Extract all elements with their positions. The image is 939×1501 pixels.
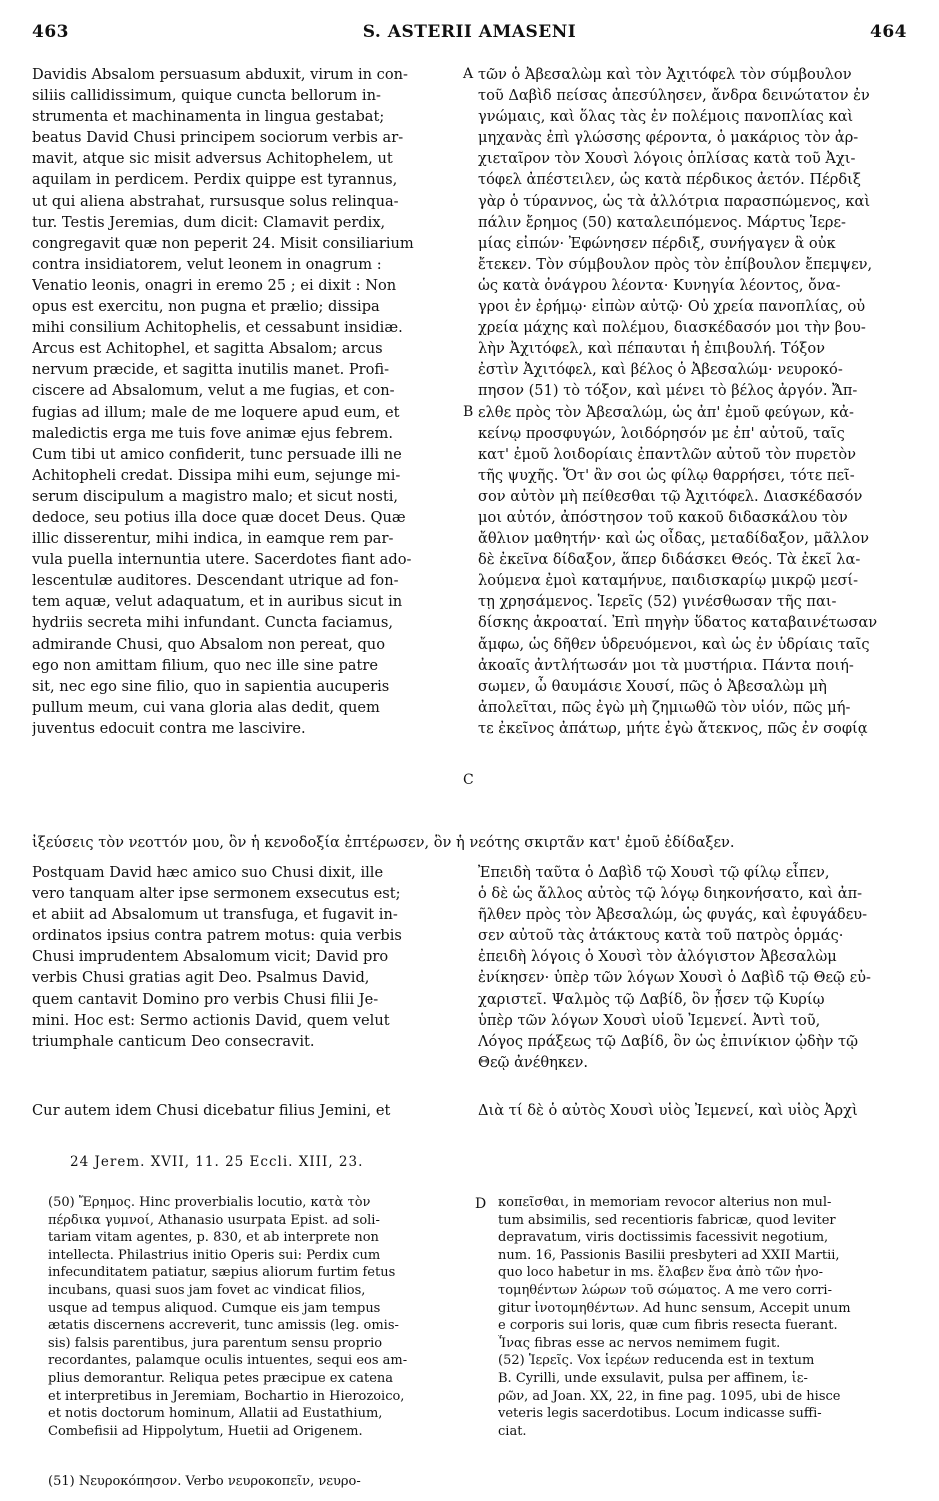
note-line: plius demorantur. Reliqua petes præcipue ex catena	[48, 1370, 394, 1386]
note-line: Combefisii ad Hippolytum, Huetii ad Origenem.	[48, 1423, 363, 1439]
note-line: τομηθέντων λώρων τοῦ σώματος. A me vero corri-	[498, 1282, 832, 1298]
greek-text-line: τῆς ψυχῆς. Ὅτ' ἂν σοι ὡς φίλῳ θαρρήσει, τότε πεῖ-	[478, 466, 855, 484]
latin-text-line: mihi consilium Achitophelis, et cessabunt insidiæ.	[32, 319, 403, 337]
margin-letter-d: D	[475, 1196, 487, 1212]
greek-text-line: ἀπολεῖται, πῶς ἐγὼ μὴ ζημιωθῶ τὸν υἱόν, πῶς μή-	[478, 698, 851, 716]
latin-block-1	[32, 64, 462, 739]
note-line: (52) Ἱερεῖς. Vox ἱερέων reducenda est in textum	[498, 1353, 815, 1369]
greek-text-line: τῃ χρησάμενος. Ἱερεῖς (52) γινέσθωσαν τῆς παι-	[478, 593, 837, 611]
note-line: tum absimilis, sed recentioris fabricæ, quod leviter	[498, 1212, 836, 1228]
greek-text-line: ἄμφω, ὡς δῆθεν ὑδρευόμενοι, καὶ ὡς ἐν ὑδρίαις ταῖς	[478, 635, 870, 653]
greek-block-2	[478, 862, 904, 1073]
greek-text-line: ῆλθεν πρὸς τὸν Ἀβεσαλώμ, ὡς φυγάς, καὶ ἐφυγάδευ-	[478, 906, 868, 924]
latin-text-line: Postquam David hæc amico suo Chusi dixit, ille	[32, 864, 384, 881]
latin-text-line: tem aquæ, velut adaquatum, et in auribus sicut in	[32, 593, 403, 611]
latin-text-line: et abiit ad Absalomum ut transfuga, et fugavit in-	[32, 906, 398, 924]
notes-left-column	[48, 1194, 468, 1440]
greek-block-1	[478, 64, 904, 739]
latin-text-line: maledictis erga me tuis fove animæ ejus febrem.	[32, 424, 393, 442]
margin-letter-a: A	[463, 66, 474, 82]
note-line: B. Cyrilli, unde exsulavit, pulsa per affinem, ἱε-	[498, 1370, 808, 1386]
greek-text-line: κατ' ἐμοῦ λοιδορίαις ἐπαντλῶν αὐτοῦ τὸν πυρετὸν	[478, 445, 857, 463]
latin-text-line: Cum tibi ut amico confiderit, tunc persuade illi ne	[32, 445, 402, 463]
greek-text-line: Λόγος πράξεως τῷ Δαβίδ, ὃν ὡς ἐπινίκιον ᾠδὴν τῷ	[478, 1032, 859, 1050]
latin-text-line: sit, nec ego sine filio, quo in sapientia aucuperis	[32, 677, 390, 695]
left-page-number: 463	[32, 22, 69, 42]
latin-text-line: Arcus est Achitophel, et sagitta Absalom; arcus	[32, 340, 383, 358]
greek-text-line: μοι αὐτόν, ἀπόστησον τοῦ κακοῦ διδασκάλου τὸν	[478, 508, 848, 526]
latin-text-line: mavit, atque sic misit adversus Achitophelem, ut	[32, 150, 393, 168]
note-line: quo loco habetur in ms. ἔλαβεν ἕνα ἀπὸ τῶν ἠνο-	[498, 1265, 823, 1281]
greek-text-line: ὡς κατὰ ὀνάγρου λέοντα· Κυνηγία λέοντος, ὄνα-	[478, 276, 841, 294]
note-line: (50) Ἔρημος. Hinc proverbialis locutio, κατὰ τὸν	[48, 1195, 371, 1210]
greek-text-line: ελθε πρὸς τὸν Ἀβεσαλώμ, ὡς ἀπ' ἐμοῦ φεύγων, κἀ-	[478, 403, 854, 421]
greek-text-line: δὲ ἐκεῖνα δίδαξον, ἅπερ διδάσκει Θεός. Τὰ ἐκεῖ λα-	[478, 551, 861, 569]
greek-full-width-line: ἰξεύσεις τὸν νεοττόν μου, ὃν ἡ κενοδοξία ἐπτέρωσεν, ὃν ἡ νεότης σκιρτᾶν κατ' ἐμοῦ ἐδίδαξεν.	[32, 834, 735, 851]
note-line: usque ad tempus aliquod. Cumque eis jam tempus	[48, 1300, 381, 1316]
note-line: ætatis discernens accreverit, tunc amissis (leg. omis-	[48, 1318, 399, 1334]
note-line: et notis doctorum hominum, Allatii ad Eustathium,	[48, 1406, 383, 1422]
note-line: veteris legis sacerdotibus. Locum indicasse suffi-	[498, 1406, 822, 1422]
greek-text-line: τόφελ ἀπέστειλεν, ὡς κατὰ πέρδικος ἀετόν. Πέρδιξ	[478, 171, 861, 189]
greek-text-line: Διὰ τί δὲ ὁ αὐτὸς Χουσὶ υἱὸς Ἰεμενεί, καὶ υἱὸς Ἀρχὶ	[478, 1102, 858, 1119]
latin-block-3	[32, 1100, 462, 1121]
latin-text-line: beatus David Chusi principem sociorum verbis ar-	[32, 129, 404, 147]
greek-text-line: ἀκοαῖς ἀντλήτωσάν μοι τὰ μυστήρια. Πάντα ποιή-	[478, 656, 854, 674]
greek-text-line: χαριστεῖ. Ψαλμὸς τῷ Δαβίδ, ὃν ᾖσεν τῷ Κυρίῳ	[478, 990, 825, 1008]
margin-letter-b: B	[463, 404, 474, 420]
latin-text-line: Chusi imprudentem Absalomum vicit; David pro	[32, 948, 389, 966]
scripture-footnotes: 24 Jerem. XVII, 11. 25 Eccli. XIII, 23.	[70, 1154, 364, 1170]
greek-text-line: λὴν Ἀχιτόφελ, καὶ πέπαυται ἡ ἐπιβουλή. Τόξον	[478, 340, 825, 358]
greek-text-line: μηχανὰς ἐπὶ γλώσσης φέροντα, ὁ μακάριος τὸν ἀρ-	[478, 129, 859, 147]
greek-text-line: Ἐπειδὴ ταῦτα ὁ Δαβὶδ τῷ Χουσὶ τῷ φίλῳ εἶπεν,	[478, 864, 830, 881]
latin-text-line: verbis Chusi gratias agit Deo. Psalmus David,	[32, 969, 370, 987]
bottom-note: (51) Νευροκόπησον. Verbo νευροκοπεῖν, νευρο-	[48, 1474, 361, 1489]
latin-text-line: tur. Testis Jeremias, dum dicit: Clamavit perdix,	[32, 213, 386, 231]
latin-text-line: ego non amittam filium, quo nec ille sine patre	[32, 656, 378, 674]
latin-text-line: strumenta et machinamenta in lingua gestabat;	[32, 108, 385, 126]
greek-text-line: σεν αὐτοῦ τὰς ἀτάκτους κατὰ τοῦ πατρὸς ὁρμάς·	[478, 927, 844, 945]
latin-text-line: triumphale canticum Deo consecravit.	[32, 1032, 315, 1050]
notes-right-column	[498, 1194, 908, 1440]
greek-text-line: σωμεν, ὦ θαυμάσιε Χουσί, πῶς ὁ Ἀβεσαλὼμ μὴ	[478, 677, 827, 695]
greek-text-line: γροι ἐν ἐρήμῳ· εἰπὼν αὐτῷ· Οὐ χρεία πανοπλίας, οὐ	[478, 298, 866, 316]
latin-text-line: dedoce, seu potius illa doce quæ docet Deus. Quæ	[32, 508, 406, 526]
greek-text-line: πάλιν ἔρημος (50) καταλειπόμενος. Μάρτυς Ἱερε-	[478, 213, 846, 231]
latin-text-line: ciscere ad Absalomum, velut a me fugias, et con-	[32, 382, 395, 400]
latin-text-line: vero tanquam alter ipse sermonem exsecutus est;	[32, 885, 401, 903]
note-line: e corporis sui loris, quæ cum fibris resecta fuerant.	[498, 1318, 838, 1334]
running-title: S. ASTERII AMASENI	[362, 22, 577, 42]
latin-text-line: pullum meum, cui vana gloria alas dedit, quem	[32, 698, 380, 716]
note-line: κοπεῖσθαι, in memoriam revocor alterius non mul-	[498, 1195, 832, 1210]
greek-text-line: λούμενα ἐμοὶ καταμήνυε, παιδισκαρίῳ μικρῷ μεσί-	[478, 572, 859, 590]
greek-text-line: ὁ δὲ ὡς ἄλλος αὐτὸς τῷ λόγῳ διηκονήσατο, καὶ ἀπ-	[478, 885, 863, 903]
greek-text-line: ἄθλιον μαθητήν· καὶ ὡς οἶδας, μεταδίδαξον, μᾶλλον	[478, 530, 869, 548]
note-line: gitur ἰνοτομηθέντων. Ad hunc sensum, Accepit unum	[498, 1300, 851, 1316]
note-line: num. 16, Passionis Basilii presbyteri ad XXII Martii,	[498, 1247, 840, 1263]
note-line: ciat.	[498, 1423, 527, 1439]
latin-text-line: siliis callidissimum, quique cuncta bellorum in-	[32, 87, 381, 105]
greek-text-line: πησον (51) τὸ τόξον, καὶ μένει τὸ βέλος ἀργόν. Ἄπ-	[478, 382, 858, 400]
latin-text-line: nervum præcide, et sagitta inutilis manet. Profi-	[32, 361, 390, 379]
greek-text-line: τῶν ὁ Ἀβεσαλὼμ καὶ τὸν Ἀχιτόφελ τὸν σύμβουλον	[478, 66, 852, 83]
greek-text-line: τε ἐκεῖνος ἀπάτωρ, μήτε ἐγὼ ἄτεκνος, πῶς ἐν σοφίᾳ	[478, 719, 868, 737]
greek-text-line: σον αὐτὸν μὴ πείθεσθαι τῷ Ἀχιτόφελ. Διασκέδασόν	[478, 487, 863, 505]
note-line: intellecta. Philastrius initio Operis sui: Perdix cum	[48, 1247, 381, 1263]
greek-text-line: γνώμαις, καὶ ὅλας τὰς ἐν πολέμοις πανοπλίας καὶ	[478, 108, 854, 126]
greek-text-line: χιεταῖρον τὸν Χουσὶ λόγοις ὁπλίσας κατὰ τοῦ Ἀχι-	[478, 150, 856, 168]
latin-text-line: Cur autem idem Chusi dicebatur filius Jemini, et	[32, 1102, 391, 1119]
latin-text-line: vula puella internuntia utere. Sacerdotes fiant ado-	[32, 551, 412, 569]
note-line: incubans, quasi suos jam fovet ac vindicat filios,	[48, 1282, 366, 1298]
note-line: recordantes, palamque oculis intuentes, sequi eos am-	[48, 1353, 408, 1369]
note-line: ρῶν, ad Joan. XX, 22, in fine pag. 1095, ubi de hisce	[498, 1388, 841, 1404]
note-line: tariam vitam agentes, p. 830, et ab interprete non	[48, 1230, 379, 1246]
latin-text-line: opus est exercitu, non pugna et prælio; dissipa	[32, 298, 380, 316]
greek-text-line: ὑπὲρ τῶν λόγων Χουσὶ υἱοῦ Ἰεμενεί. Ἀντὶ τοῦ,	[478, 1011, 821, 1029]
latin-text-line: admirande Chusi, quo Absalom non pereat, quo	[32, 635, 385, 653]
latin-text-line: ut qui aliena abstrahat, rursusque solus relinqua-	[32, 192, 399, 210]
latin-text-line: contra insidiatorem, velut leonem in onagrum :	[32, 255, 382, 273]
margin-letter-c: C	[463, 772, 474, 788]
latin-text-line: fugias ad illum; male de me loquere apud eum, et	[32, 403, 400, 421]
latin-text-line: Davidis Absalom persuasum abduxit, virum in con-	[32, 66, 408, 83]
note-line: depravatum, viris doctissimis facessivit negotium,	[498, 1230, 829, 1246]
latin-text-line: congregavit quæ non peperit 24. Misit consiliarium	[32, 234, 414, 252]
latin-text-line: aquilam in perdicem. Perdix quippe est tyrannus,	[32, 171, 398, 189]
greek-text-line: ἐστὶν Ἀχιτόφελ, καὶ βέλος ὁ Ἀβεσαλώμ· νευροκό-	[478, 361, 843, 379]
note-line: Ἶνας fibras esse ac nervos nemimem fugit.	[498, 1335, 781, 1351]
latin-text-line: quem cantavit Domino pro verbis Chusi filii Je-	[32, 990, 379, 1008]
greek-text-line: ἐνίκησεν· ὑπὲρ τῶν λόγων Χουσὶ ὁ Δαβὶδ τῷ Θεῷ εὐ-	[478, 969, 871, 987]
greek-text-line: ἐπειδὴ λόγοις ὁ Χουσὶ τὸν ἀλόγιστον Ἀβεσαλὼμ	[478, 948, 837, 966]
greek-text-line: γὰρ ὁ τύραννος, ὡς τὰ ἀλλότρια παρασπώμενος, καὶ	[478, 192, 871, 210]
greek-text-line: Θεῷ ἀνέθηκεν.	[478, 1053, 589, 1071]
latin-text-line: hydriis secreta mihi infundant. Cuncta faciamus,	[32, 614, 393, 632]
greek-text-line: μίας εἰπών· Ἐφώνησεν πέρδιξ, συνήγαγεν ἃ οὐκ	[478, 234, 836, 252]
note-line: et interpretibus in Jeremiam, Bochartio in Hierozoico,	[48, 1388, 405, 1404]
greek-text-line: χρεία μάχης καὶ πολέμου, διασκέδασόν μοι τὴν βου-	[478, 319, 866, 337]
greek-text-line: ἔτεκεν. Τὸν σύμβουλον πρὸς τὸν ἐπίβουλον ἔπεμψεν,	[478, 255, 873, 273]
note-line: πέρδικα γυμνοί, Athanasio usurpata Epist. ad soli-	[48, 1212, 380, 1228]
latin-text-line: juventus edocuit contra me lascivire.	[32, 719, 306, 737]
note-line: sis) falsis parentibus, jura parentum sensu proprio	[48, 1335, 383, 1351]
latin-text-line: lescentulæ auditores. Descendant utrique ad fon-	[32, 572, 399, 590]
note-line: infecunditatem patiatur, sæpius aliorum furtim fetus	[48, 1265, 396, 1281]
greek-text-line: δίσκης ἀκροαταί. Ἐπὶ πηγὴν ὕδατος καταβαινέτωσαν	[478, 614, 878, 632]
greek-text-line: τοῦ Δαβὶδ πείσας ἀπεσύλησεν, ἄνδρα δεινώτατον ἐν	[478, 87, 870, 105]
greek-text-line: κείνῳ προσφυγών, λοιδόρησόν με ἐπ' αὐτοῦ, ταῖς	[478, 424, 845, 442]
latin-text-line: Venatio leonis, onagri in eremo 25 ; ei dixit : Non	[32, 276, 397, 294]
latin-text-line: illic disserentur, mihi indica, in eamque rem par-	[32, 530, 394, 548]
right-page-number: 464	[870, 22, 907, 42]
greek-block-3	[478, 1100, 904, 1121]
latin-text-line: Achitopheli credat. Dissipa mihi eum, sejunge mi-	[32, 466, 401, 484]
latin-text-line: mini. Hoc est: Sermo actionis David, quem velut	[32, 1011, 390, 1029]
latin-block-2	[32, 862, 462, 1052]
latin-text-line: ordinatos ipsius contra patrem motus: quia verbis	[32, 927, 402, 945]
latin-text-line: serum discipulum a magistro malo; et sicut nosti,	[32, 487, 399, 505]
